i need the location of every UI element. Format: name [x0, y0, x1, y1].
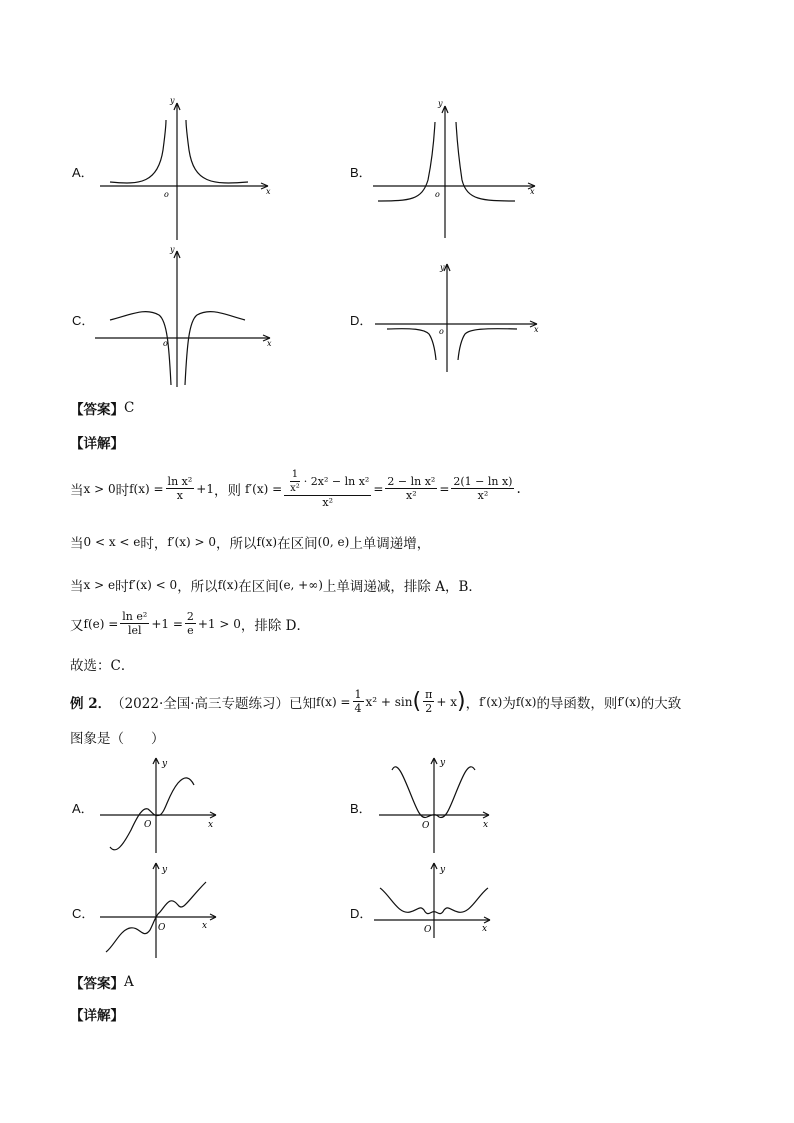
detail-1-label: 【详解】: [70, 436, 124, 452]
graph-q1-a: [100, 95, 280, 240]
origin-label: O: [144, 820, 152, 830]
solution-line-2: 当 0 < x < e 时， f′(x) > 0 ，所以 f(x) 在区间 (0, e) 上单调递增，: [70, 535, 431, 552]
origin-label: o: [163, 339, 168, 348]
y-axis-label: y: [162, 759, 168, 769]
detail-2-label: 【详解】: [70, 1008, 124, 1024]
solution-line-5: 故选：C．: [70, 658, 135, 674]
x-axis-label: x: [267, 339, 272, 348]
y-axis-label: y: [438, 100, 443, 108]
option-c-label: C．: [72, 906, 95, 921]
origin-label: O: [158, 923, 166, 933]
solution-line-1: 当 x > 0 时 f(x) = $\frac{\text{ln x²}}{x}$ +1 ，则 f′(x) = $\frac{1}{\text{x²}}$ · 2x² − ln x² x² = $\frac{\text{2 − ln x²}}{\text{x²}}$ = $\frac{\text{2(1 − ln x)}}{\text{x²}}$ .: [70, 469, 521, 509]
answer-2: [70, 972, 134, 992]
x-axis-label: x: [266, 187, 271, 196]
graph-q2-c: [98, 860, 223, 960]
example-2-question: 例 2． （2022·全国·高三专题练习）已知 f(x) = $\frac{1}{4}$ x² + sin ( $\frac{\pi}{2}$ + x ) ， f′(x) 为 f(x) 的导函数，则 f′(x) 的大致: [70, 688, 682, 715]
answer-value: C: [124, 400, 135, 416]
solution-line-4: 又 f(e) = $\frac{\text{ln e²}}{\text{lel}}$ +1 = $\frac{2}{e}$ +1 > 0 ，排除 D．: [70, 610, 311, 637]
graph-q2-b: [377, 755, 497, 855]
x-axis-label: x: [483, 820, 489, 830]
option-d-label: D．: [350, 906, 373, 921]
graph-q1-c: [95, 245, 280, 390]
x-axis-label: x: [534, 325, 539, 334]
graph-q2-a: [98, 755, 223, 855]
fraction: $\frac{\text{ln x²}}{x}$: [167, 475, 193, 502]
option-b-label: B．: [350, 165, 372, 180]
origin-label: O: [424, 925, 432, 935]
y-axis-label: y: [440, 758, 446, 768]
y-axis-label: y: [440, 865, 446, 875]
solution-line-3: 当 x > e 时 f′(x) < 0 ，所以 f(x) 在区间 (e, +∞) 上单调递减，排除 A，B．: [70, 578, 482, 595]
graph-q1-b: [370, 100, 545, 240]
y-axis-label: y: [162, 865, 168, 875]
answer-bracket-label: 【答案】: [70, 402, 124, 418]
option-c-label: C．: [72, 313, 95, 328]
origin-label: O: [422, 821, 430, 831]
option-a-label: A．: [72, 165, 94, 180]
answer-value: A: [124, 974, 134, 990]
x-axis-label: x: [208, 820, 214, 830]
origin-label: o: [439, 327, 444, 336]
origin-label: o: [435, 190, 440, 199]
answer-1: [70, 398, 134, 418]
x-axis-label: x: [482, 924, 488, 934]
x-axis-label: x: [202, 921, 208, 931]
y-axis-label: y: [170, 245, 175, 254]
option-d-label: D．: [350, 313, 373, 328]
answer-bracket-label: 【答案】: [70, 976, 124, 992]
example-2-question-line-2: 图象是（ ）: [70, 731, 165, 747]
graph-q2-d: [372, 860, 497, 940]
derivative-fraction: $\frac{1}{\text{x²}}$ · 2x² − ln x² x²: [284, 468, 371, 509]
origin-label: o: [164, 190, 169, 199]
y-axis-label: y: [440, 263, 445, 272]
x-axis-label: x: [530, 187, 535, 196]
option-b-label: B．: [350, 801, 372, 816]
option-a-label: A．: [72, 801, 94, 816]
y-axis-label: y: [170, 96, 175, 105]
graph-q1-d: [372, 262, 547, 374]
